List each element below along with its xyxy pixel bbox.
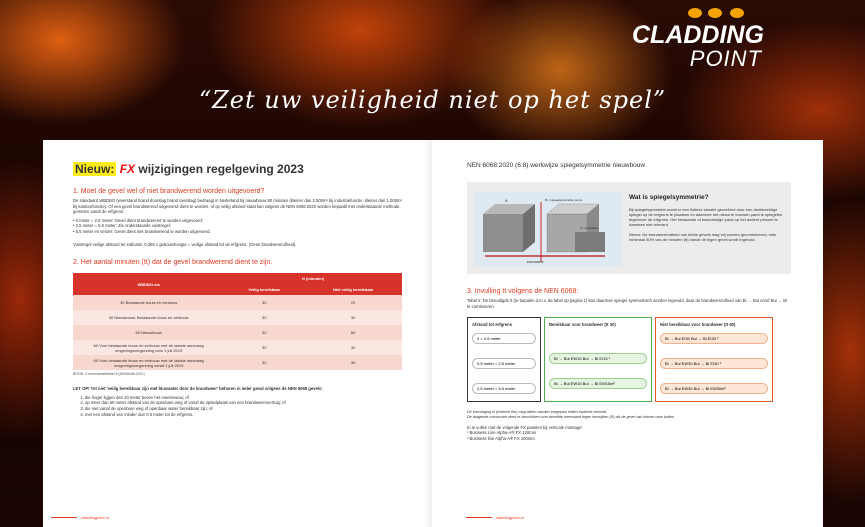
table-row [73,355,402,370]
section-3-heading: 3. Invulling tt volgens de NEN 6068: [467,288,579,295]
cell: 30 [224,310,304,325]
illus-label-c: C = bestaand [580,226,598,230]
cell: 30 [224,340,304,355]
list-item: • 2,5 meter = 5,5 meter: Zie onderstaande vuistregel; [73,223,171,229]
invulling-table [467,317,791,402]
footer-link[interactable]: claddingpoint.nl [466,515,524,520]
list-item: • 5,5 meter en verder: Gevel dient niet brandwerend te worden uitgevoerd. [73,228,211,234]
cell: 20 [304,295,402,310]
spiegel-illustration [475,192,621,266]
cell: 30 [304,310,402,325]
cell: 30 [224,325,304,340]
col-header-group: tt (minuten) [224,273,402,284]
spiegel-title: Wat is spiegelsymmetrie? [629,194,709,201]
cell: 30 [304,355,402,370]
brand-line-1: CLADDING [632,21,764,49]
wbdbo-table [73,273,402,370]
title-rest: wijzigingen regelgeving 2023 [138,162,304,176]
col-header: Afstand tot erfgrens [472,322,513,328]
title-fx: FX [119,162,136,176]
distance-list [73,218,402,235]
cell: 60 Voor bestaande bouw en verbouw met de laatste aanvraag omgevingsvergunning vóór 1 juli 2019 [73,340,224,355]
pill: Bi → Bui EI30 Bui → Bi EI30 ² [660,333,768,344]
title-prefix: Nieuw: [75,162,115,176]
spiegel-text: Bij spiegelsymmetrie wordt er een fictieve situatie gecreëerd door een denkbeeldige spiegel op de erfgrens te plaatsen en daarmee het nieuw te bouwen pand te spiegelen tegenover de erfgrens. Het bestaande of toekomstige pand op het andere perceel is daarmee niet relevant. [629,207,783,227]
list-item: 1. die hoger liggen dan 20 meter boven het meetniveau; of [85,395,402,401]
col-header-eis: WBDBO-eis [73,273,224,295]
table-row [73,310,402,325]
col-niet-bereikbaar [655,317,773,402]
spiegel-explanation [629,194,787,242]
swoosh-icon [708,8,722,18]
cell: 60 [304,325,402,340]
illus-label-b: B = spiegelsymmetrie van A [545,198,583,202]
brand-line-2: POINT [689,46,762,71]
pill: Bi → Bui EW15 Bui → Bi EI15 ² [549,353,647,364]
col-afstand [467,317,541,402]
col-bereikbaar [544,317,652,402]
nen-title: NEN 6068:2020 (6.8) werkwijze spiegelsymmetrie nieuwbouw [467,162,646,169]
pill: 0,5 meter = 2,5 meter [472,358,536,369]
brand-logo [632,22,762,70]
letop-list [73,395,402,417]
slogan: “Zet uw veiligheid niet op het spel” [198,86,667,114]
section-1-text: De standaard WBDBO (weerstand brand doorslag brand overslag) bedraagt in Nederland bij nieuwbouw 60 minuten (kleiner dan 2.500m² bij industriefunctie, kleiner dan 1.000m² bij kantoorfunctie). Of een gevel brandwerend uitgevoerd dient te worden, of op veilig afstand staat kan volgens de NEN 6068:2020 worden bepaald met onderstaande methode, gemeten vanaf de erfgrens: [73,198,402,215]
fill-intro: In te vullen met de volgende FX panelen bij verticale montage: [467,424,583,430]
cell: 60 Nieuwbouw [73,325,224,340]
pill: 0 = 0,5 meter [472,333,536,344]
left-page [43,140,432,527]
col-header-veilig: Veilig bereikbaar [224,284,304,295]
section-1-heading: 1. Moet de gevel wel of niet brandwerend worden uitgevoerd? [73,188,265,195]
table-row [73,340,402,355]
section-2-heading: 2. Het aantal minuten (tt) dat de gevel brandwerend dient te zijn. [73,259,273,267]
note: De toevoeging el (externel fire) mag alleen worden toegepast indien expliciet vermeld. [467,410,608,415]
col-header: Bereikbaar voor brandweer (tt 30) [549,322,616,328]
pill: Bi → Bui EW30 Bui → Bi EW30el² [660,383,768,394]
cell: 30 [224,295,304,310]
pill: Bi → Bui EW30 Bui → Bi EI30 ² [660,358,768,369]
spiegel-nieuw: Nieuw: De brandwerendheid van beide gevels mag vrij worden gecombineerd, mits minimaal 50% van de minuten (tt) vanuit de eigen gevel wordt ingevuld. [629,232,776,242]
col-header-niet-veilig: Niet veilig bereikbaar [304,284,402,295]
fill-item: ¹ Business Line Alpha-A® FX 120mm [467,430,537,436]
right-page [432,140,823,527]
pill: 2,5 meter = 5,5 meter [472,383,536,394]
swoosh-icon [688,8,702,18]
note: De dragende constructie dient te beschikken over dezelfde weerstand tegen bezwijken (R) als de gevel van binnen naar buiten. [467,414,675,419]
cell: 30 [224,355,304,370]
pill: Bi → Bui EW15 Bui → Bi EW15el² [549,378,647,389]
spiegel-box [467,182,791,274]
col-header: Niet bereikbaar voor brandweer (tt 60) [660,322,736,328]
list-item: 3. die niet vanaf de openbare weg of openbaar water bereikbaar zijn; of [85,406,402,412]
list-item: 4. met een afstand van minder dan 0,5 meter tot de erfgrens. [85,412,402,418]
swoosh-icon [730,8,744,18]
illus-label-erf: ERFGRENS [527,260,544,264]
notes [467,410,791,420]
cell: 30 [304,340,402,355]
illus-label-a: A [505,198,508,203]
footer-link[interactable]: claddingpoint.nl [51,515,109,520]
list-item: 2. op meer dan 60 meter afstand van de openbare weg of vanaf de opstelplaats van een brandweervoertuig; of [85,400,402,406]
table-source: BRON: Conversiestelltabel 6 (NEN6068:2021) [73,372,145,377]
letop-text: LET OP! Tot niet 'veilig bereikbaar zijn met bluswater door de brandweer' behoren in ieder geval volgens de NEN 6068 gevels: [73,386,323,392]
table-row [73,295,402,310]
table-row [73,325,402,340]
tabel-2-text: Tabel 2: De benodigde tt (te bepalen d.m.v. de tabel op pagina 1) kan daarmee spiegel symmetrisch worden ingevuld, daar de brandwerendheid van Bi → Bui en/of Bui → Bi te combineren. [467,298,787,309]
page-title [73,162,402,176]
cell: 60 Voor bestaande bouw en verbouw met de laatste aanvraag omgevingsvergunning vanaf 1 juli 2019 [73,355,224,370]
cell: 30 Nieuwbouw, Bestaande bouw en verbouw [73,310,224,325]
cell: 30 Bestaande bouw en verbouw [73,295,224,310]
fill-item: ² Business line Alpha-A® FX 100mm [467,435,535,441]
list-item: • 0 meter = 2,5 meter: Gevel dient brandwerend te worden uitgevoerd; [73,217,203,223]
rule-text: Vuistregel veilige afstand ter indicatie: 0,355 x gebouwhoogte = veilige afstand tot de erfgrens. (Geen brandwerendheid). [73,241,297,247]
